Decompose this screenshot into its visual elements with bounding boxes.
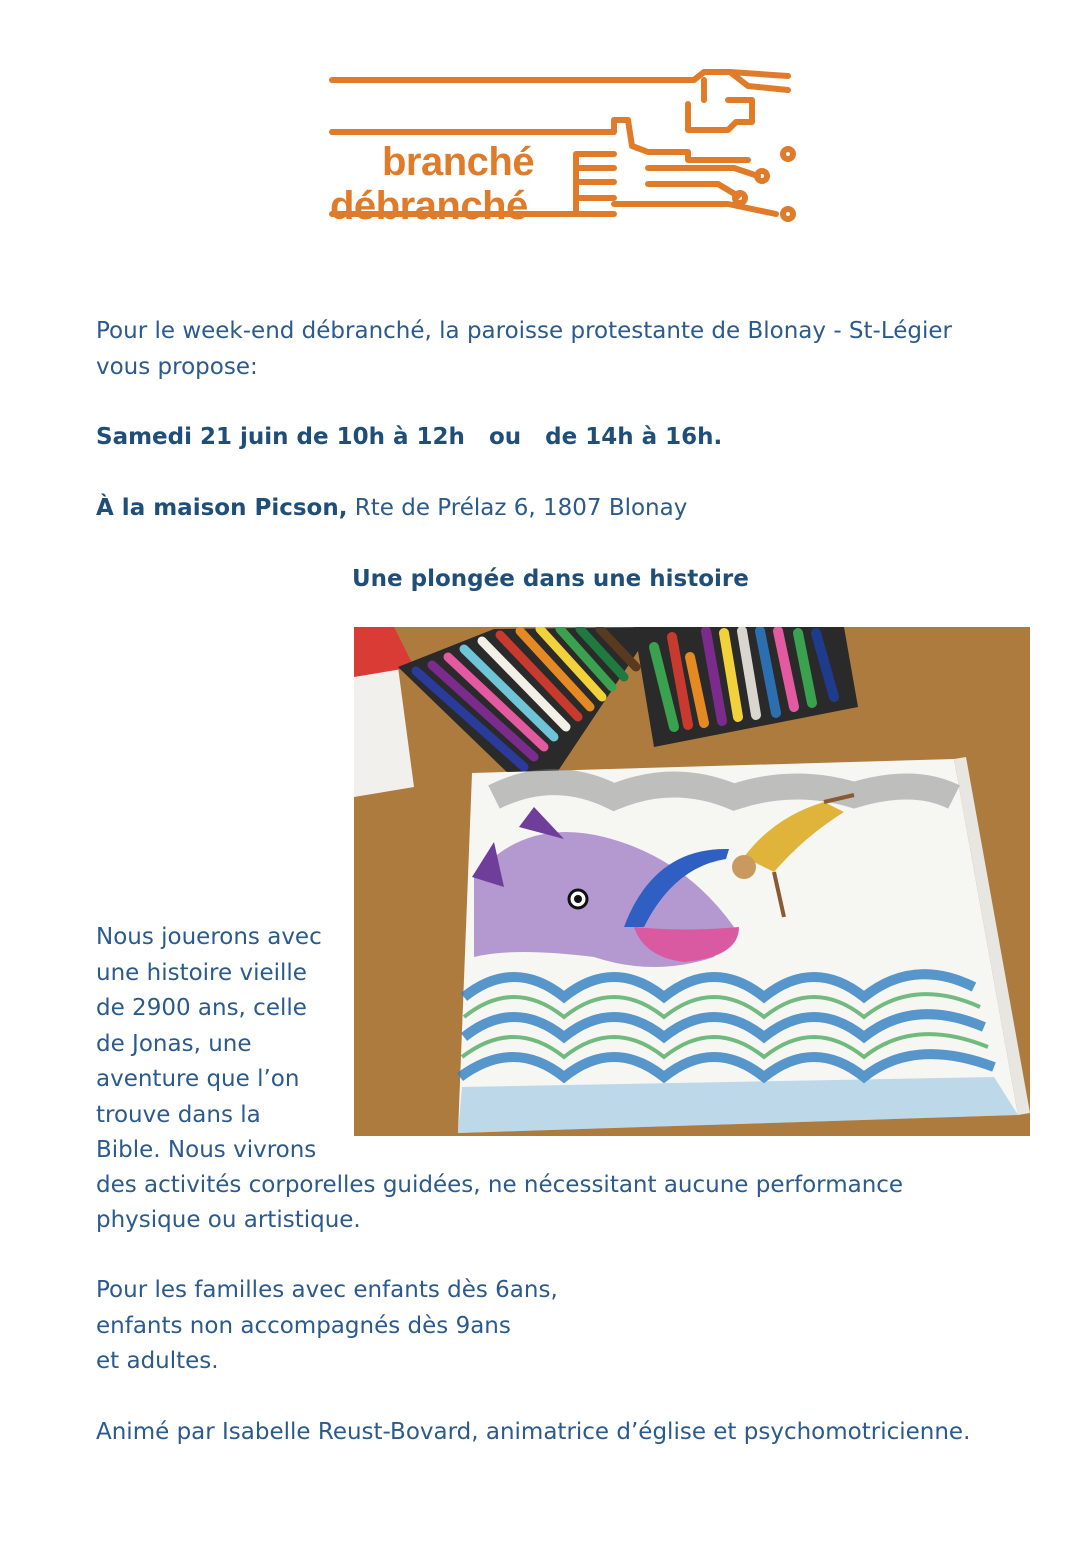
section-heading: Une plongée dans une histoire [352, 566, 749, 592]
story-line-full-2: physique ou artistique. [96, 1207, 361, 1233]
location-address: Rte de Prélaz 6, 1807 Blonay [354, 495, 688, 521]
audience-line-3: et adultes. [96, 1348, 219, 1374]
location-name: À la maison Picson, [96, 495, 348, 521]
crayon-drawing-whale-image [354, 627, 1030, 1136]
logo-text-debranche: débranché [330, 184, 528, 228]
story-line: de Jonas, une [96, 1030, 252, 1057]
event-date [96, 420, 722, 456]
story-line: une histoire vieille [96, 959, 307, 986]
story-line-full-1: des activités corporelles guidées, ne nécessitant aucune performance [96, 1172, 904, 1198]
date-morning: Samedi 21 juin de 10h à 12h [96, 424, 465, 450]
story-line: aventure que l’on [96, 1066, 300, 1092]
story-line: Nous jouerons avec [96, 924, 322, 950]
story-line: de 2900 ans, celle [96, 995, 307, 1021]
story-text-column [96, 920, 346, 1169]
story-line: trouve dans la [96, 1101, 261, 1128]
audience-line-1: Pour les familles avec enfants dès 6ans, [96, 1277, 558, 1303]
logo-text-branche: branché [382, 140, 535, 184]
intro-line-1: Pour le week-end débranché, la paroisse protestante de Blonay - St-Légier [96, 318, 953, 344]
date-or: ou [488, 424, 522, 450]
story-line: Bible. Nous vivrons [96, 1137, 317, 1163]
intro-line-2: vous propose: [96, 354, 258, 380]
audience-line-2: enfants non accompagnés dès 9ans [96, 1313, 511, 1339]
date-afternoon: de 14h à 16h. [545, 424, 723, 450]
credit-line: Animé par Isabelle Reust-Bovard, animatrice d’église et psychomotricienne. [96, 1419, 971, 1445]
event-location [96, 491, 687, 527]
